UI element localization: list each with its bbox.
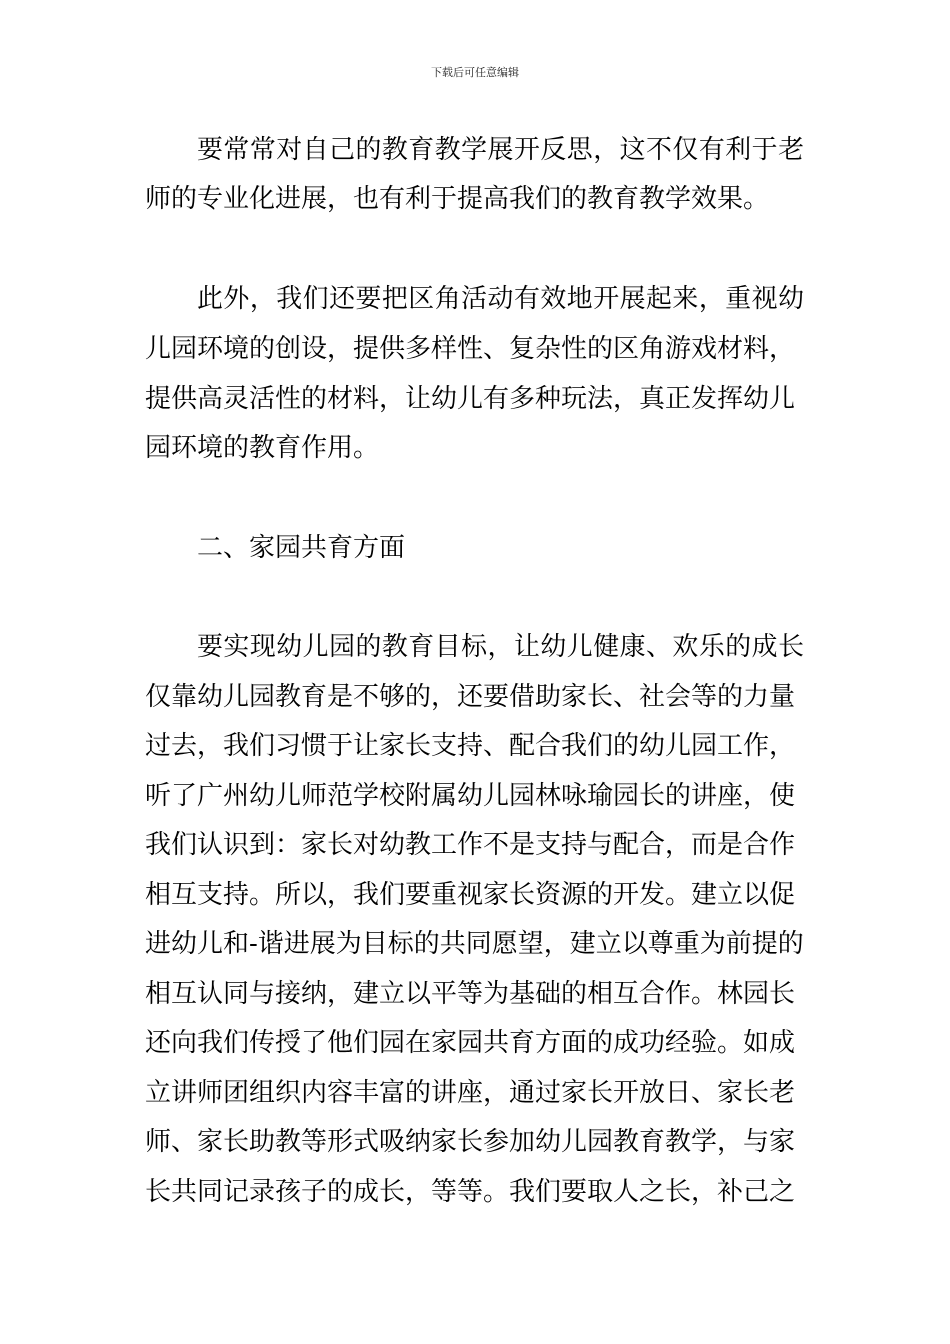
paragraph-3-line-10: 立讲师团组织内容丰富的讲座，通过家长开放日、家长老 xyxy=(145,1078,796,1108)
paragraph-3-line-2: 仅靠幼儿园教育是不够的，还要借助家长、社会等的力量 xyxy=(145,682,796,712)
paragraph-1-line-1: 要常常对自己的教育教学展开反思，这不仅有利于老 xyxy=(197,135,805,165)
paragraph-2-line-2: 儿园环境的创设，提供多样性、复杂性的区角游戏材料， xyxy=(145,334,796,364)
paragraph-3-line-6: 相互支持。所以，我们要重视家长资源的开发。建立以促 xyxy=(145,880,796,910)
paragraph-3-line-5: 我们认识到：家长对幼教工作不是支持与配合，而是合作 xyxy=(145,830,796,860)
paragraph-2-line-1: 此外，我们还要把区角活动有效地开展起来，重视幼 xyxy=(197,284,805,314)
paragraph-3-line-8: 相互认同与接纳，建立以平等为基础的相互合作。林园长 xyxy=(145,979,796,1009)
paragraph-2-line-3: 提供高灵活性的材料，让幼儿有多种玩法，真正发挥幼儿 xyxy=(145,384,796,414)
paragraph-3-line-7: 进幼儿和-谐进展为目标的共同愿望，建立以尊重为前提的 xyxy=(145,929,804,959)
section-heading: 二、家园共育方面 xyxy=(197,533,406,563)
paragraph-3-line-11: 师、家长助教等形式吸纳家长参加幼儿园教育教学，与家 xyxy=(145,1127,796,1157)
page-header: 下载后可任意编辑 xyxy=(431,66,519,79)
paragraph-1-line-2: 师的专业化进展，也有利于提高我们的教育教学效果。 xyxy=(145,184,770,214)
paragraph-3-line-1: 要实现幼儿园的教育目标，让幼儿健康、欢乐的成长 xyxy=(197,632,805,662)
paragraph-2-line-4: 园环境的教育作用。 xyxy=(145,433,380,463)
paragraph-3-line-4: 听了广州幼儿师范学校附属幼儿园林咏瑜园长的讲座，使 xyxy=(145,781,796,811)
paragraph-3-line-3: 过去，我们习惯于让家长支持、配合我们的幼儿园工作， xyxy=(145,731,796,761)
paragraph-3-line-12: 长共同记录孩子的成长，等等。我们要取人之长，补己之 xyxy=(145,1177,796,1207)
paragraph-3-line-9: 还向我们传授了他们园在家园共育方面的成功经验。如成 xyxy=(145,1028,796,1058)
